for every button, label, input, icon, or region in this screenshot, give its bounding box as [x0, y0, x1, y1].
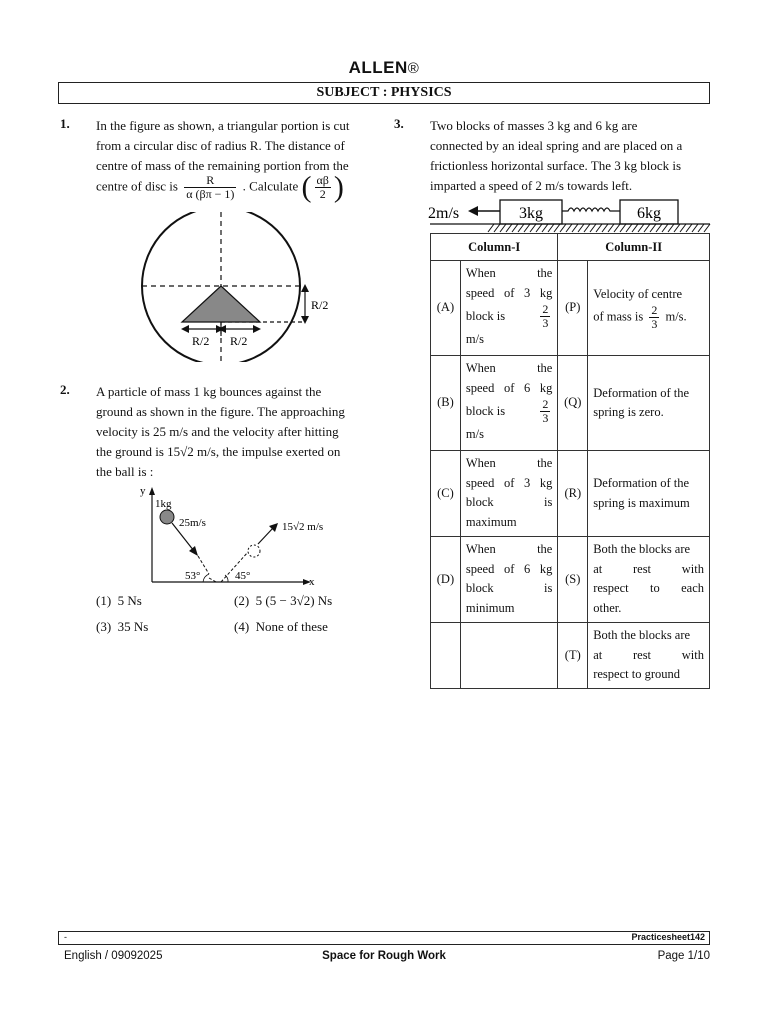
row-label: (S): [558, 537, 588, 623]
column-1-cell: [460, 537, 557, 623]
table-row: [431, 451, 710, 537]
q2-velocity-value: 15√2: [167, 444, 194, 459]
cell-line: speed of 6 kg: [465, 561, 553, 576]
cell-line: When the: [465, 361, 553, 375]
q2-option-2[interactable]: [234, 593, 332, 609]
table-row: [431, 537, 710, 623]
option-number: (1): [96, 593, 112, 608]
ball-outgoing: [248, 545, 260, 557]
q2-option-4[interactable]: [234, 619, 328, 635]
y-axis-label: y: [140, 485, 146, 497]
cell-line: When the: [465, 542, 553, 556]
q2-number: 2.: [60, 382, 70, 397]
row-label: (A): [431, 261, 461, 356]
q2-line: velocity is 25 m/s and the velocity after hitting: [96, 424, 339, 439]
outgoing-arrow: [258, 528, 273, 544]
cell-text: block is: [465, 308, 506, 323]
q1-fraction-num: R: [184, 174, 236, 188]
cell-line: block is: [465, 495, 553, 509]
table-row: [431, 623, 710, 689]
q1-line: In the figure as shown, a triangular portion is cut: [96, 118, 350, 133]
q1-line: from a circular disc of radius R. The distance of: [96, 138, 345, 153]
bounce-figure: [138, 482, 338, 590]
cell-line: m/s: [465, 332, 484, 346]
spring: [562, 208, 620, 211]
footer-rough-work: Space for Rough Work: [322, 950, 446, 962]
q1-text: [96, 116, 375, 176]
block-6kg-label: 6kg: [637, 205, 661, 222]
cell-line: m/s: [465, 427, 484, 441]
base-left-label: R/2: [192, 334, 210, 348]
cell-line: Both the blocks are: [593, 542, 691, 556]
spring-blocks-figure: [428, 196, 712, 234]
x-axis-label: x: [309, 576, 315, 588]
q3-number: 3.: [394, 116, 404, 131]
cell-line: spring is maximum: [593, 495, 690, 510]
cell-line: block is $\frac{2}{3}$: [465, 397, 549, 425]
q1-calc-fraction: [315, 174, 331, 201]
q1-formula-line: centre of disc is $\frac{R}{\alpha (\beta\pi - 1)}$ . Calculate ( $\frac{\alpha\beta}{2}$ ): [96, 170, 344, 204]
column-2-cell: [588, 623, 710, 689]
cell-text: of mass is: [593, 309, 644, 324]
cell-line: respect to ground: [593, 667, 680, 681]
q2-line: A particle of mass 1 kg bounces against the: [96, 384, 322, 399]
brand-name: ALLEN: [348, 58, 408, 77]
row-label: (Q): [558, 356, 588, 451]
triangle-cutout: [182, 286, 260, 322]
speed-label: 2m/s: [428, 205, 460, 222]
incoming-velocity-label: 25m/s: [179, 517, 206, 529]
cell-line: When the: [465, 266, 553, 280]
q2-line: the ground is: [96, 444, 164, 459]
option-number: (3): [96, 619, 112, 634]
row-label: (D): [431, 537, 461, 623]
row-label: (R): [558, 451, 588, 537]
column-2-cell: [588, 356, 710, 451]
column-1-header: Column-I: [431, 234, 558, 261]
cell-line: at rest with: [593, 647, 704, 662]
q1-number: 1.: [60, 116, 70, 131]
q2-line: ground as shown in the figure. The approaching: [96, 404, 345, 419]
column-1-cell: [460, 451, 557, 537]
q1-line: centre of mass of the remaining portion from the: [96, 158, 349, 173]
table-row: [431, 356, 710, 451]
row-label: (T): [558, 623, 588, 689]
q2-text: [96, 382, 375, 482]
q2-line-4: [96, 442, 375, 462]
row-label: (P): [558, 261, 588, 356]
column-2-cell: [588, 261, 710, 356]
cell-line: Velocity of centre: [593, 286, 683, 301]
q2-option-3[interactable]: [96, 619, 148, 635]
cell-line: Both the blocks are: [593, 628, 691, 642]
q1-fraction-den: α (βπ − 1): [186, 187, 235, 201]
cell-line: Deformation of the: [593, 385, 690, 400]
outgoing-velocity-label: 15√2 m/s: [282, 521, 324, 533]
cell-line: Deformation of the: [593, 476, 690, 490]
q2-option-1[interactable]: [96, 593, 142, 609]
cell-line: speed of 3 kg: [465, 285, 553, 300]
cell-line: maximum: [465, 514, 517, 529]
option-number: (4): [234, 619, 250, 634]
q1-calc-label: . Calculate: [242, 178, 299, 194]
registered-mark: ®: [407, 60, 420, 77]
option-text: 5 Ns: [117, 593, 142, 608]
subject-title: SUBJECT : PHYSICS: [58, 82, 710, 104]
q1-calc-den: 2: [319, 187, 326, 201]
ball-incoming: [160, 510, 174, 524]
option-text: 5 (5 − 3√2) Ns: [255, 593, 333, 608]
base-right-label: R/2: [230, 334, 248, 348]
cell-text: m/s.: [665, 309, 687, 324]
block-3kg-label: 3kg: [519, 205, 543, 222]
brand-logo: [0, 58, 768, 78]
mass-label: 1kg: [155, 498, 172, 510]
cell-line: at rest with: [593, 561, 704, 576]
q1-fraction: [184, 174, 236, 201]
height-label: R/2: [311, 298, 329, 312]
cell-line: speed of 6 kg: [465, 380, 553, 395]
cell-line: spring is zero.: [593, 405, 664, 419]
footer-bar: [58, 931, 710, 945]
incoming-angle-label: 53°: [185, 570, 201, 582]
footer-language-date: English / 09092025: [64, 950, 163, 962]
option-text: None of these: [255, 619, 328, 634]
option-number: (2): [234, 593, 250, 608]
q3-text: [430, 116, 710, 196]
q3-line: connected by an ideal spring and are placed on a: [430, 138, 683, 153]
footer-dash: -: [64, 932, 67, 942]
column-2-cell: [588, 537, 710, 623]
q3-line: Two blocks of masses 3 kg and 6 kg are: [430, 118, 638, 133]
ground-hatching: [488, 224, 710, 232]
cell-line: When the: [465, 456, 553, 470]
cell-line: respect to each: [593, 581, 704, 595]
cell-line: block is: [465, 581, 553, 595]
cell-line: speed of 3 kg: [465, 475, 553, 490]
column-1-cell: [460, 261, 557, 356]
sheet-code: Practicesheet142: [631, 932, 705, 942]
q2-line: the ball is :: [96, 464, 154, 479]
disc-figure: [135, 212, 335, 362]
table-row: [431, 261, 710, 356]
row-label: (C): [431, 451, 461, 537]
cell-text: block is: [465, 403, 506, 418]
cell-line: block is $\frac{2}{3}$: [465, 302, 549, 330]
table-header-row: [431, 234, 710, 261]
column-1-cell: [460, 623, 557, 689]
q1-calc-num: αβ: [316, 173, 329, 187]
q2-line: m/s, the impulse exerted on: [197, 444, 341, 459]
row-label: (B): [431, 356, 461, 451]
column-2-header: Column-II: [558, 234, 710, 261]
outgoing-angle-label: 45°: [235, 570, 251, 582]
column-1-cell: [460, 356, 557, 451]
cell-line: of mass is $\frac{2}{3}$ m/s.: [593, 303, 687, 332]
column-2-cell: [588, 451, 710, 537]
row-label: [431, 623, 461, 689]
q3-line: imparted a speed of 2 m/s towards left.: [430, 178, 633, 193]
cell-line: other.: [593, 600, 622, 615]
option-text: 35 Ns: [117, 619, 149, 634]
footer-page-number: Page 1/10: [657, 950, 710, 962]
q1-line: centre of disc is: [96, 178, 178, 194]
q3-line: frictionless horizontal surface. The 3 kg block is: [430, 158, 682, 173]
match-table: [430, 233, 710, 689]
cell-line: minimum: [465, 600, 515, 615]
